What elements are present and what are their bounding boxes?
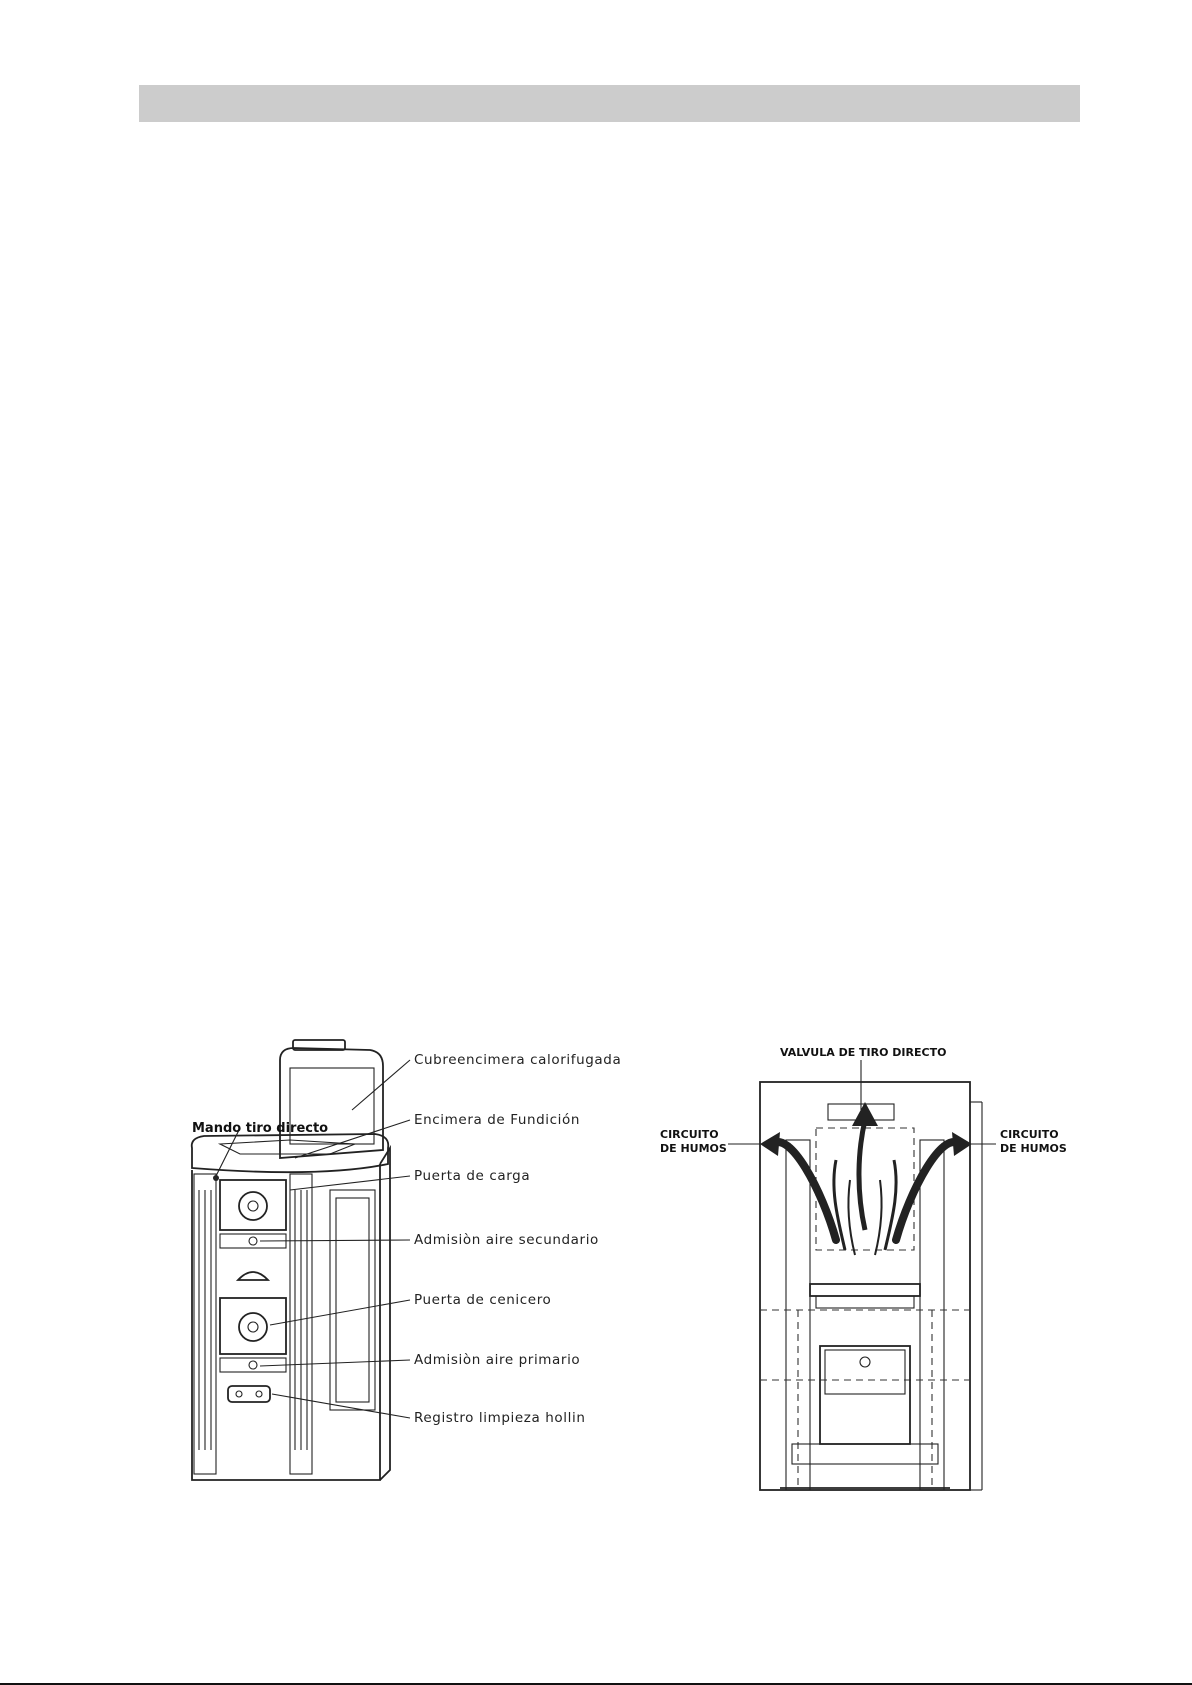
label-circuito-left-1: CIRCUITO	[660, 1128, 719, 1141]
flue-diagram	[660, 1040, 1080, 1500]
stove-drawing	[180, 1040, 680, 1500]
flue-grate-and-ashpan	[780, 1284, 950, 1488]
label-aire-secundario: Admisiòn aire secundario	[414, 1232, 599, 1248]
flue-dashed-outlines	[760, 1128, 970, 1490]
label-aire-primario: Admisiòn aire primario	[414, 1352, 581, 1368]
smoke-flow-arrows	[760, 1102, 972, 1255]
label-mando: Mando tiro directo	[192, 1121, 329, 1136]
stove-diagram	[180, 1040, 680, 1500]
label-registro: Registro limpieza hollin	[414, 1410, 586, 1426]
label-circuito-right-2: DE HUMOS	[1000, 1142, 1067, 1155]
flue-side-channels	[786, 1140, 944, 1490]
soot-register	[228, 1386, 270, 1402]
flue-drawing	[660, 1040, 1080, 1500]
stove-emblem	[238, 1272, 268, 1280]
label-puerta-cenicero: Puerta de cenicero	[414, 1292, 552, 1308]
blank-content-area	[139, 140, 1080, 1000]
label-valvula: VALVULA DE TIRO DIRECTO	[780, 1046, 947, 1059]
label-puerta-carga: Puerta de carga	[414, 1168, 531, 1184]
ash-door	[220, 1298, 286, 1372]
section-header-bar	[139, 85, 1080, 122]
label-encimera: Encimera de Fundición	[414, 1112, 581, 1128]
loading-door	[220, 1180, 286, 1248]
stove-body	[192, 1148, 390, 1480]
label-circuito-right-1: CIRCUITO	[1000, 1128, 1059, 1141]
label-cubreencimera: Cubreencimera calorifugada	[414, 1052, 622, 1068]
label-circuito-left-2: DE HUMOS	[660, 1142, 727, 1155]
